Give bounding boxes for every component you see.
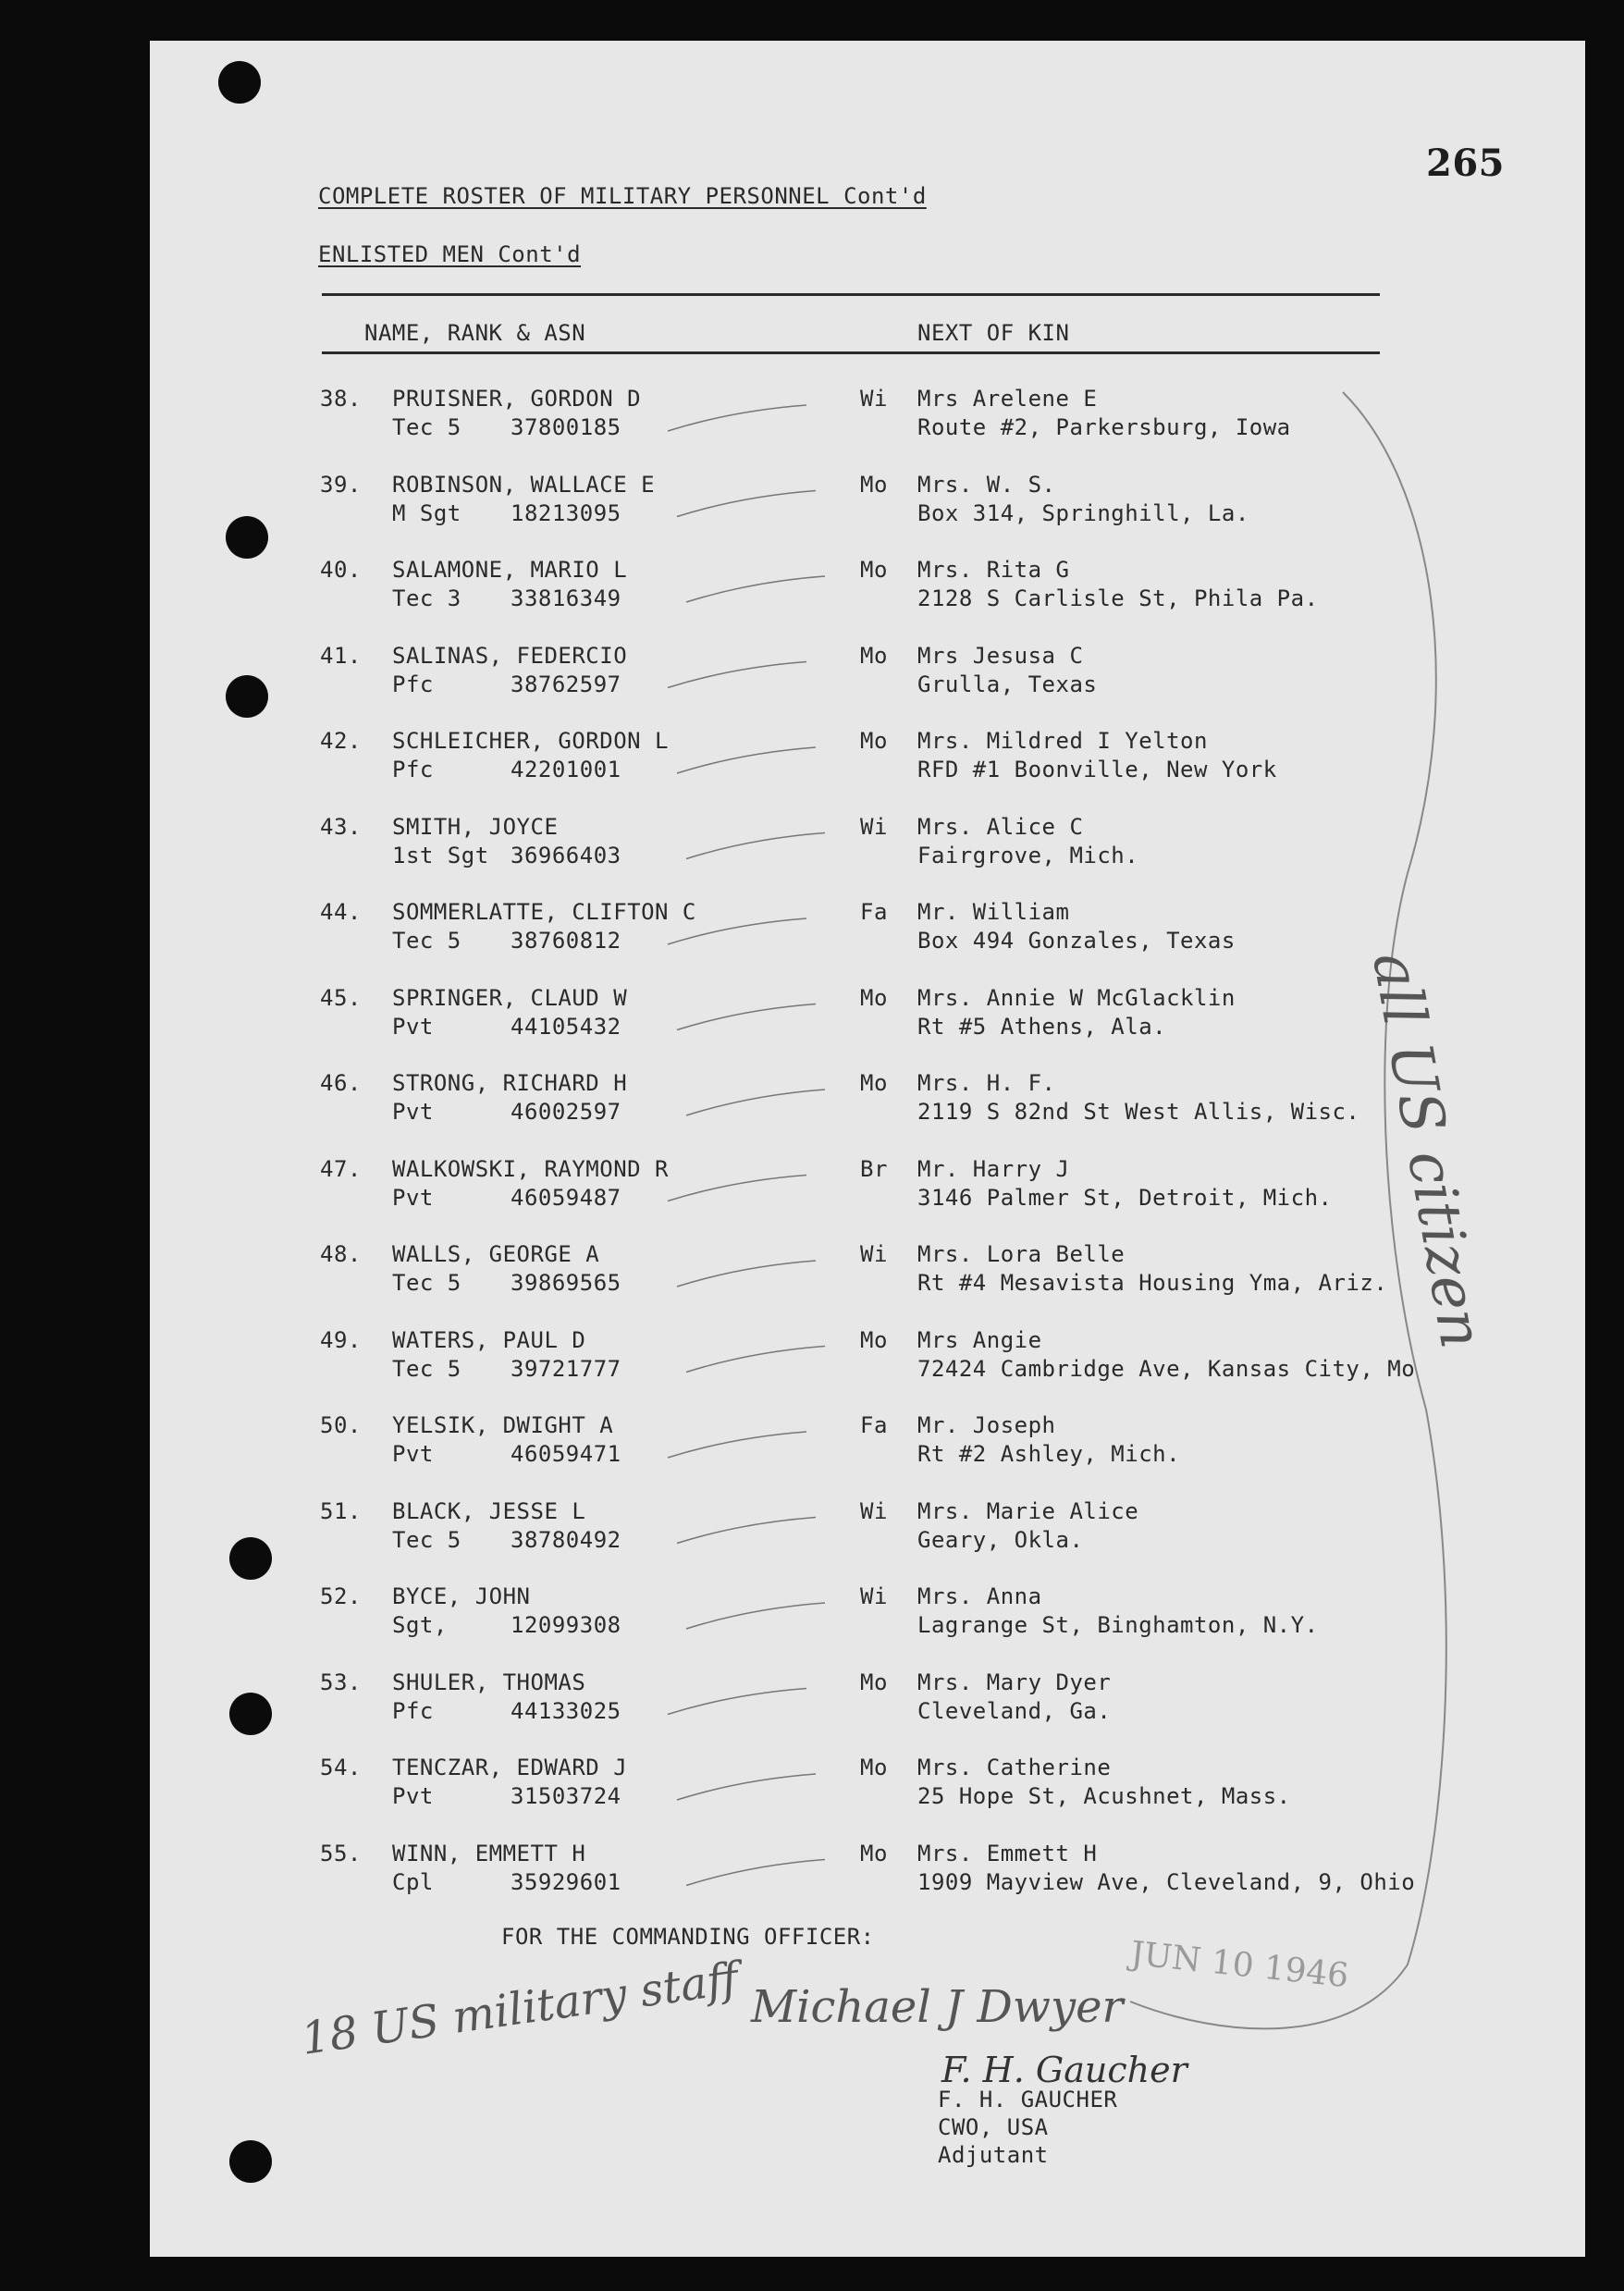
pencil-tick xyxy=(677,1774,816,1800)
pencil-tick-marks xyxy=(150,41,1585,2257)
soldier-asn: 44133025 xyxy=(511,1697,621,1724)
soldier-name: SCHLEICHER, GORDON L xyxy=(392,728,669,754)
soldier-asn: 33816349 xyxy=(511,585,621,611)
kin-name: Mrs. Emmett H xyxy=(917,1840,1098,1866)
pencil-tick xyxy=(686,1347,825,1373)
soldier-asn: 31503724 xyxy=(511,1783,621,1809)
kin-name: Mrs. Annie W McGlacklin xyxy=(917,984,1236,1011)
pencil-tick xyxy=(668,662,806,688)
kin-address: Rt #4 Mesavista Housing Yma, Ariz. xyxy=(917,1270,1388,1296)
entry-number: 51. xyxy=(320,1497,362,1524)
soldier-asn: 39721777 xyxy=(511,1355,621,1382)
entry-number: 53. xyxy=(320,1669,362,1695)
kin-relationship: Wi xyxy=(860,1583,888,1609)
kin-name: Mrs Arelene E xyxy=(917,386,1098,412)
soldier-asn: 36966403 xyxy=(511,842,621,868)
pencil-tick xyxy=(668,405,806,431)
pencil-tick xyxy=(677,1518,816,1544)
soldier-asn: 44105432 xyxy=(511,1013,621,1040)
pencil-tick xyxy=(686,1603,825,1629)
soldier-name: BYCE, JOHN xyxy=(392,1583,531,1609)
kin-address: Rt #5 Athens, Ala. xyxy=(917,1013,1167,1040)
kin-relationship: Mo xyxy=(860,557,888,583)
soldier-asn: 38780492 xyxy=(511,1526,621,1553)
soldier-rank: Pfc xyxy=(392,671,434,697)
kin-relationship: Wi xyxy=(860,813,888,840)
soldier-name: SMITH, JOYCE xyxy=(392,813,559,840)
kin-name: Mrs Angie xyxy=(917,1326,1042,1353)
pencil-tick xyxy=(686,576,825,602)
soldier-asn: 46002597 xyxy=(511,1099,621,1125)
soldier-rank: Cpl xyxy=(392,1868,434,1895)
kin-relationship: Mo xyxy=(860,728,888,754)
kin-name: Mr. Joseph xyxy=(917,1412,1056,1438)
soldier-asn: 38760812 xyxy=(511,928,621,954)
kin-name: Mrs. Marie Alice xyxy=(917,1497,1139,1524)
kin-relationship: Mo xyxy=(860,642,888,669)
signature-dwyer: Michael J Dwyer xyxy=(751,1981,1124,2033)
document-title: COMPLETE ROSTER OF MILITARY PERSONNEL Cont'd xyxy=(318,183,927,209)
pencil-tick xyxy=(668,1176,806,1201)
page-number: 265 xyxy=(1426,142,1505,185)
kin-relationship: Wi xyxy=(860,1497,888,1524)
kin-relationship: Wi xyxy=(860,1241,888,1267)
soldier-rank: Pvt xyxy=(392,1441,434,1467)
entry-number: 55. xyxy=(320,1840,362,1866)
entry-number: 50. xyxy=(320,1412,362,1438)
soldier-asn: 35929601 xyxy=(511,1868,621,1895)
kin-address: RFD #1 Boonville, New York xyxy=(917,757,1277,782)
kin-address: 72424 Cambridge Ave, Kansas City, Mo xyxy=(917,1355,1416,1382)
kin-address: Route #2, Parkersburg, Iowa xyxy=(917,414,1291,440)
soldier-name: SALAMONE, MARIO L xyxy=(392,557,628,583)
soldier-name: STRONG, RICHARD H xyxy=(392,1070,628,1096)
soldier-rank: Pvt xyxy=(392,1184,434,1211)
entry-number: 41. xyxy=(320,642,362,669)
kin-address: Lagrange St, Binghamton, N.Y. xyxy=(917,1612,1319,1638)
section-subtitle: ENLISTED MEN Cont'd xyxy=(318,241,582,267)
kin-relationship: Br xyxy=(860,1155,888,1182)
kin-name: Mrs. Catherine xyxy=(917,1755,1112,1780)
soldier-name: BLACK, JESSE L xyxy=(392,1497,586,1524)
kin-name: Mrs. Anna xyxy=(917,1583,1042,1609)
pencil-tick xyxy=(668,1432,806,1458)
soldier-name: SHULER, THOMAS xyxy=(392,1669,586,1695)
kin-relationship: Mo xyxy=(860,984,888,1011)
kin-address: 2119 S 82nd St West Allis, Wisc. xyxy=(917,1099,1360,1125)
soldier-rank: Pfc xyxy=(392,757,434,782)
pencil-tick xyxy=(677,491,816,517)
soldier-name: PRUISNER, GORDON D xyxy=(392,386,642,412)
kin-address: 1909 Mayview Ave, Cleveland, 9, Ohio xyxy=(917,1868,1416,1895)
entry-number: 45. xyxy=(320,984,362,1011)
kin-address: 25 Hope St, Acushnet, Mass. xyxy=(917,1783,1291,1809)
kin-name: Mrs Jesusa C xyxy=(917,642,1084,669)
pencil-tick xyxy=(668,918,806,944)
entry-number: 47. xyxy=(320,1155,362,1182)
soldier-asn: 42201001 xyxy=(511,757,621,782)
kin-address: Box 494 Gonzales, Texas xyxy=(917,928,1236,954)
soldier-name: YELSIK, DWIGHT A xyxy=(392,1412,614,1438)
soldier-asn: 18213095 xyxy=(511,499,621,526)
bottom-note: 18 US military staff xyxy=(298,1952,742,2065)
kin-relationship: Mo xyxy=(860,1070,888,1096)
pencil-tick xyxy=(686,1860,825,1886)
pencil-tick xyxy=(668,1689,806,1715)
kin-name: Mr. Harry J xyxy=(917,1155,1070,1182)
kin-address: Grulla, Texas xyxy=(917,671,1098,697)
kin-address: 2128 S Carlisle St, Phila Pa. xyxy=(917,585,1319,611)
kin-name: Mrs. Rita G xyxy=(917,557,1070,583)
pencil-tick xyxy=(677,1261,816,1287)
margin-note: all US citizen xyxy=(1359,947,1496,1354)
soldier-name: TENCZAR, EDWARD J xyxy=(392,1755,628,1780)
soldier-asn: 12099308 xyxy=(511,1612,621,1638)
soldier-rank: Pvt xyxy=(392,1099,434,1125)
soldier-asn: 39869565 xyxy=(511,1270,621,1296)
kin-name: Mrs. W. S. xyxy=(917,471,1056,498)
kin-name: Mrs. Mary Dyer xyxy=(917,1669,1112,1695)
soldier-name: WALKOWSKI, RAYMOND R xyxy=(392,1155,669,1182)
pencil-tick xyxy=(677,747,816,773)
soldier-asn: 37800185 xyxy=(511,414,621,440)
kin-relationship: Mo xyxy=(860,1326,888,1353)
soldier-rank: Tec 5 xyxy=(392,1526,461,1553)
kin-relationship: Fa xyxy=(860,1412,888,1438)
column-header-kin: NEXT OF KIN xyxy=(917,320,1070,346)
column-header-name: NAME, RANK & ASN xyxy=(364,320,586,346)
kin-name: Mrs. Lora Belle xyxy=(917,1241,1126,1267)
soldier-name: WATERS, PAUL D xyxy=(392,1326,586,1353)
for-commanding-officer: FOR THE COMMANDING OFFICER: xyxy=(501,1924,875,1950)
entry-number: 43. xyxy=(320,813,362,840)
entry-number: 39. xyxy=(320,471,362,498)
kin-relationship: Mo xyxy=(860,1755,888,1780)
soldier-rank: Pvt xyxy=(392,1013,434,1040)
soldier-rank: Tec 3 xyxy=(392,585,461,611)
soldier-rank: Tec 5 xyxy=(392,1270,461,1296)
entry-number: 48. xyxy=(320,1241,362,1267)
soldier-asn: 46059487 xyxy=(511,1184,621,1211)
kin-address: Fairgrove, Mich. xyxy=(917,842,1139,868)
pencil-tick xyxy=(686,1090,825,1115)
kin-relationship: Mo xyxy=(860,1840,888,1866)
signer-name: F. H. GAUCHER xyxy=(938,2087,1118,2112)
soldier-rank: Tec 5 xyxy=(392,1355,461,1382)
signer-rank: CWO, USA xyxy=(938,2114,1049,2140)
kin-name: Mrs. Alice C xyxy=(917,813,1084,840)
entry-number: 46. xyxy=(320,1070,362,1096)
soldier-name: SALINAS, FEDERCIO xyxy=(392,642,628,669)
kin-relationship: Mo xyxy=(860,471,888,498)
kin-address: Geary, Okla. xyxy=(917,1526,1084,1553)
soldier-asn: 38762597 xyxy=(511,671,621,697)
soldier-rank: Sgt, xyxy=(392,1612,448,1638)
entry-number: 42. xyxy=(320,728,362,754)
kin-relationship: Mo xyxy=(860,1669,888,1695)
pencil-tick xyxy=(677,1004,816,1030)
soldier-rank: Tec 5 xyxy=(392,928,461,954)
entry-number: 52. xyxy=(320,1583,362,1609)
soldier-asn: 46059471 xyxy=(511,1441,621,1467)
kin-relationship: Fa xyxy=(860,899,888,925)
signature-gaucher: F. H. Gaucher xyxy=(941,2050,1187,2090)
date-stamp: JUN 10 1946 xyxy=(1128,1934,1351,1996)
kin-name: Mrs. Mildred I Yelton xyxy=(917,728,1208,754)
soldier-rank: 1st Sgt xyxy=(392,842,489,868)
entry-number: 40. xyxy=(320,557,362,583)
entry-number: 49. xyxy=(320,1326,362,1353)
entry-number: 54. xyxy=(320,1755,362,1780)
soldier-name: WINN, EMMETT H xyxy=(392,1840,586,1866)
kin-address: Cleveland, Ga. xyxy=(917,1697,1112,1724)
kin-relationship: Wi xyxy=(860,386,888,412)
soldier-rank: M Sgt xyxy=(392,499,461,526)
soldier-name: ROBINSON, WALLACE E xyxy=(392,471,656,498)
entry-number: 38. xyxy=(320,386,362,412)
kin-name: Mrs. H. F. xyxy=(917,1070,1056,1096)
signer-title: Adjutant xyxy=(938,2142,1049,2168)
entry-number: 44. xyxy=(320,899,362,925)
soldier-name: SOMMERLATTE, CLIFTON C xyxy=(392,899,696,925)
soldier-name: WALLS, GEORGE A xyxy=(392,1241,600,1267)
pencil-tick xyxy=(686,833,825,859)
soldier-name: SPRINGER, CLAUD W xyxy=(392,984,628,1011)
soldier-rank: Tec 5 xyxy=(392,414,461,440)
kin-address: Rt #2 Ashley, Mich. xyxy=(917,1441,1181,1467)
document-page xyxy=(150,41,1585,2257)
kin-address: 3146 Palmer St, Detroit, Mich. xyxy=(917,1184,1333,1211)
soldier-rank: Pfc xyxy=(392,1697,434,1724)
kin-name: Mr. William xyxy=(917,899,1070,925)
kin-address: Box 314, Springhill, La. xyxy=(917,499,1249,526)
soldier-rank: Pvt xyxy=(392,1783,434,1809)
